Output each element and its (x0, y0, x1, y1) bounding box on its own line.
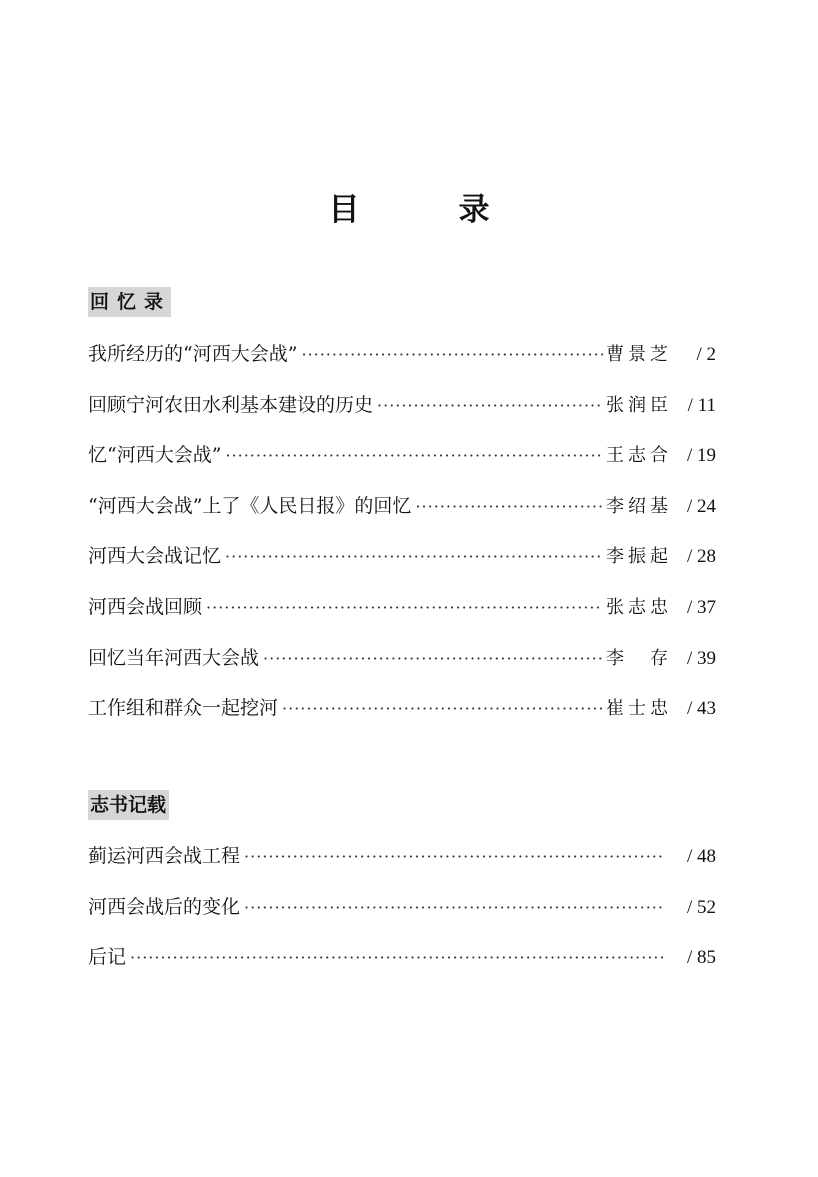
page-title: 目 录 (328, 192, 524, 228)
toc-entry-page: / 11 (687, 394, 716, 416)
toc-entry-title: 蓟运河西会战工程 (88, 845, 241, 867)
section-heading: 回忆录 (88, 287, 171, 317)
dot-leader (244, 898, 665, 917)
toc-entry-page: / 85 (686, 947, 716, 969)
toc-entry-author: 李绍基 (606, 495, 670, 517)
toc-entry-title: “河西大会战”上了《人民日报》的回忆 (88, 494, 412, 517)
toc-entry[interactable] (88, 491, 716, 542)
dot-leader (415, 497, 603, 516)
dot-leader (263, 649, 603, 668)
toc-list (88, 339, 716, 744)
toc-entry[interactable] (88, 339, 716, 390)
toc-entry[interactable] (88, 592, 716, 643)
toc-entry-page: / 39 (686, 647, 716, 669)
toc-entry-author: 张志忠 (606, 596, 670, 618)
dot-leader (282, 699, 603, 718)
toc-entry[interactable] (88, 841, 716, 892)
toc-entry[interactable] (88, 942, 716, 993)
dot-leader (377, 396, 603, 415)
toc-entry-author: 张润臣 (606, 394, 670, 416)
toc-entry-title: 回忆当年河西大会战 (88, 646, 260, 669)
section-memoirs (88, 287, 716, 744)
dot-leader (244, 847, 665, 866)
toc-entry-page: / 48 (686, 846, 716, 867)
toc-entry-title: 忆“河西大会战” (88, 444, 222, 467)
dot-leader (225, 547, 603, 566)
toc-entry[interactable] (88, 440, 716, 491)
toc-entry-author: 曹景芝 (606, 344, 670, 365)
toc-entry-author: 王志合 (606, 445, 670, 467)
toc-entry-page: / 52 (686, 896, 716, 918)
toc-entry-page: / 28 (686, 546, 716, 568)
toc-entry-page: / 37 (686, 596, 716, 618)
toc-entry-page: / 19 (686, 445, 716, 467)
toc-entry[interactable] (88, 892, 716, 943)
toc-entry-page: / 43 (686, 698, 716, 720)
toc-entry-page: / 2 (696, 344, 716, 365)
toc-entry-author: 李振起 (606, 546, 670, 568)
toc-entry[interactable] (88, 541, 716, 592)
toc-entry-title: 我所经历的“河西大会战” (88, 343, 298, 365)
toc-entry-title: 河西大会战记忆 (88, 545, 222, 568)
section-records (88, 790, 716, 993)
toc-entry-page: / 24 (686, 495, 716, 517)
dot-leader (206, 598, 603, 617)
toc-entry-author: 崔士忠 (606, 698, 670, 720)
dot-leader (301, 345, 603, 364)
toc-entry-title: 后记 (88, 946, 127, 969)
toc-entry-title: 河西会战回顾 (88, 595, 203, 618)
section-heading: 志书记载 (88, 790, 169, 820)
toc-entry-author: 李 存 (606, 647, 670, 669)
toc-entry[interactable] (88, 693, 716, 744)
dot-leader (225, 446, 603, 465)
toc-list (88, 841, 716, 993)
toc-entry[interactable] (88, 390, 716, 441)
toc-entry-title: 回顾宁河农田水利基本建设的历史 (88, 393, 374, 416)
toc-entry-title: 河西会战后的变化 (88, 895, 241, 918)
toc-entry-title: 工作组和群众一起挖河 (88, 697, 279, 720)
dot-leader (130, 948, 665, 967)
toc-entry[interactable] (88, 643, 716, 694)
